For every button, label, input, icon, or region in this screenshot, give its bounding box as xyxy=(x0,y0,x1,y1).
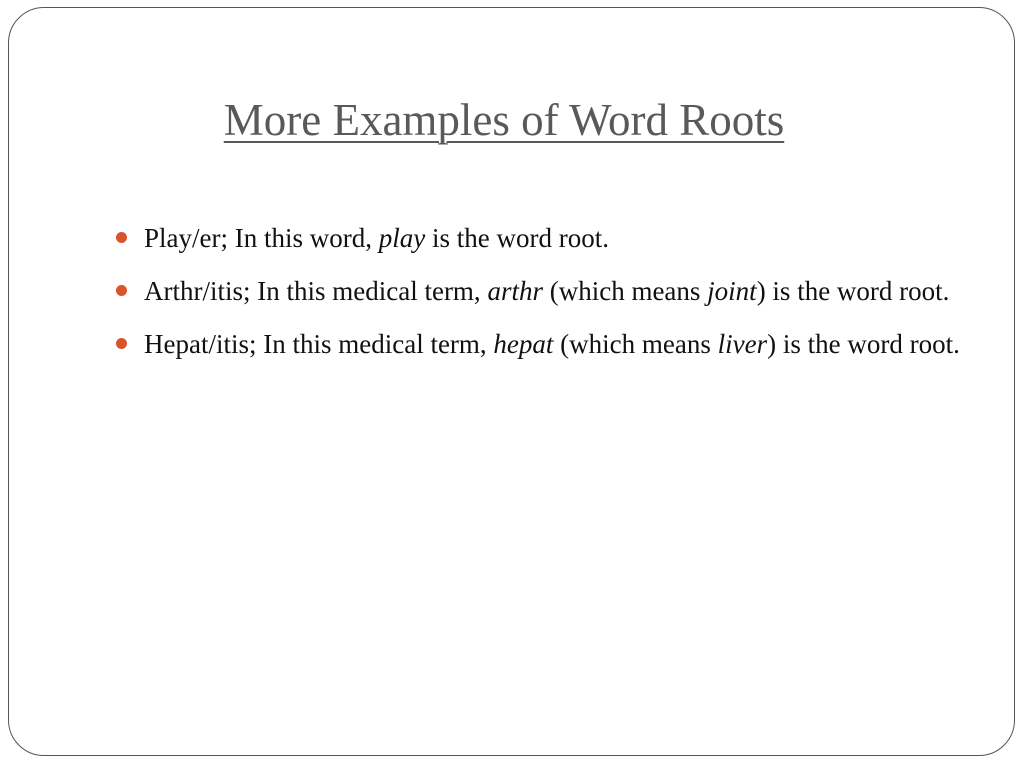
word-root-term: arthr xyxy=(487,276,543,306)
bullet-text: ) is the word root. xyxy=(767,329,960,359)
bullet-dot-icon xyxy=(116,338,127,349)
bullet-text: Arthr/itis; In this medical term, xyxy=(144,276,488,306)
bullet-text: Play/er; In this word, xyxy=(144,223,379,253)
word-root-term: play xyxy=(378,223,426,253)
slide-frame xyxy=(8,7,1015,756)
bullet-text: (which means xyxy=(553,329,718,359)
bullet-dot-icon xyxy=(116,285,127,296)
bullet-text: (which means xyxy=(542,276,708,306)
slide-title: More Examples of Word Roots xyxy=(223,95,785,145)
bullet-dot-icon xyxy=(116,232,127,243)
bullet-list xyxy=(107,217,967,376)
bullet-item-hepatitis xyxy=(107,323,967,366)
word-root-meaning: liver xyxy=(717,329,768,359)
word-root-term: hepat xyxy=(493,329,554,359)
bullet-text: is the word root. xyxy=(425,223,609,253)
word-root-meaning: joint xyxy=(707,276,757,306)
bullet-item-arthritis xyxy=(107,270,967,313)
bullet-text: Hepat/itis; In this medical term, xyxy=(144,329,494,359)
bullet-item-player xyxy=(107,217,967,260)
bullet-text: ) is the word root. xyxy=(756,276,950,306)
